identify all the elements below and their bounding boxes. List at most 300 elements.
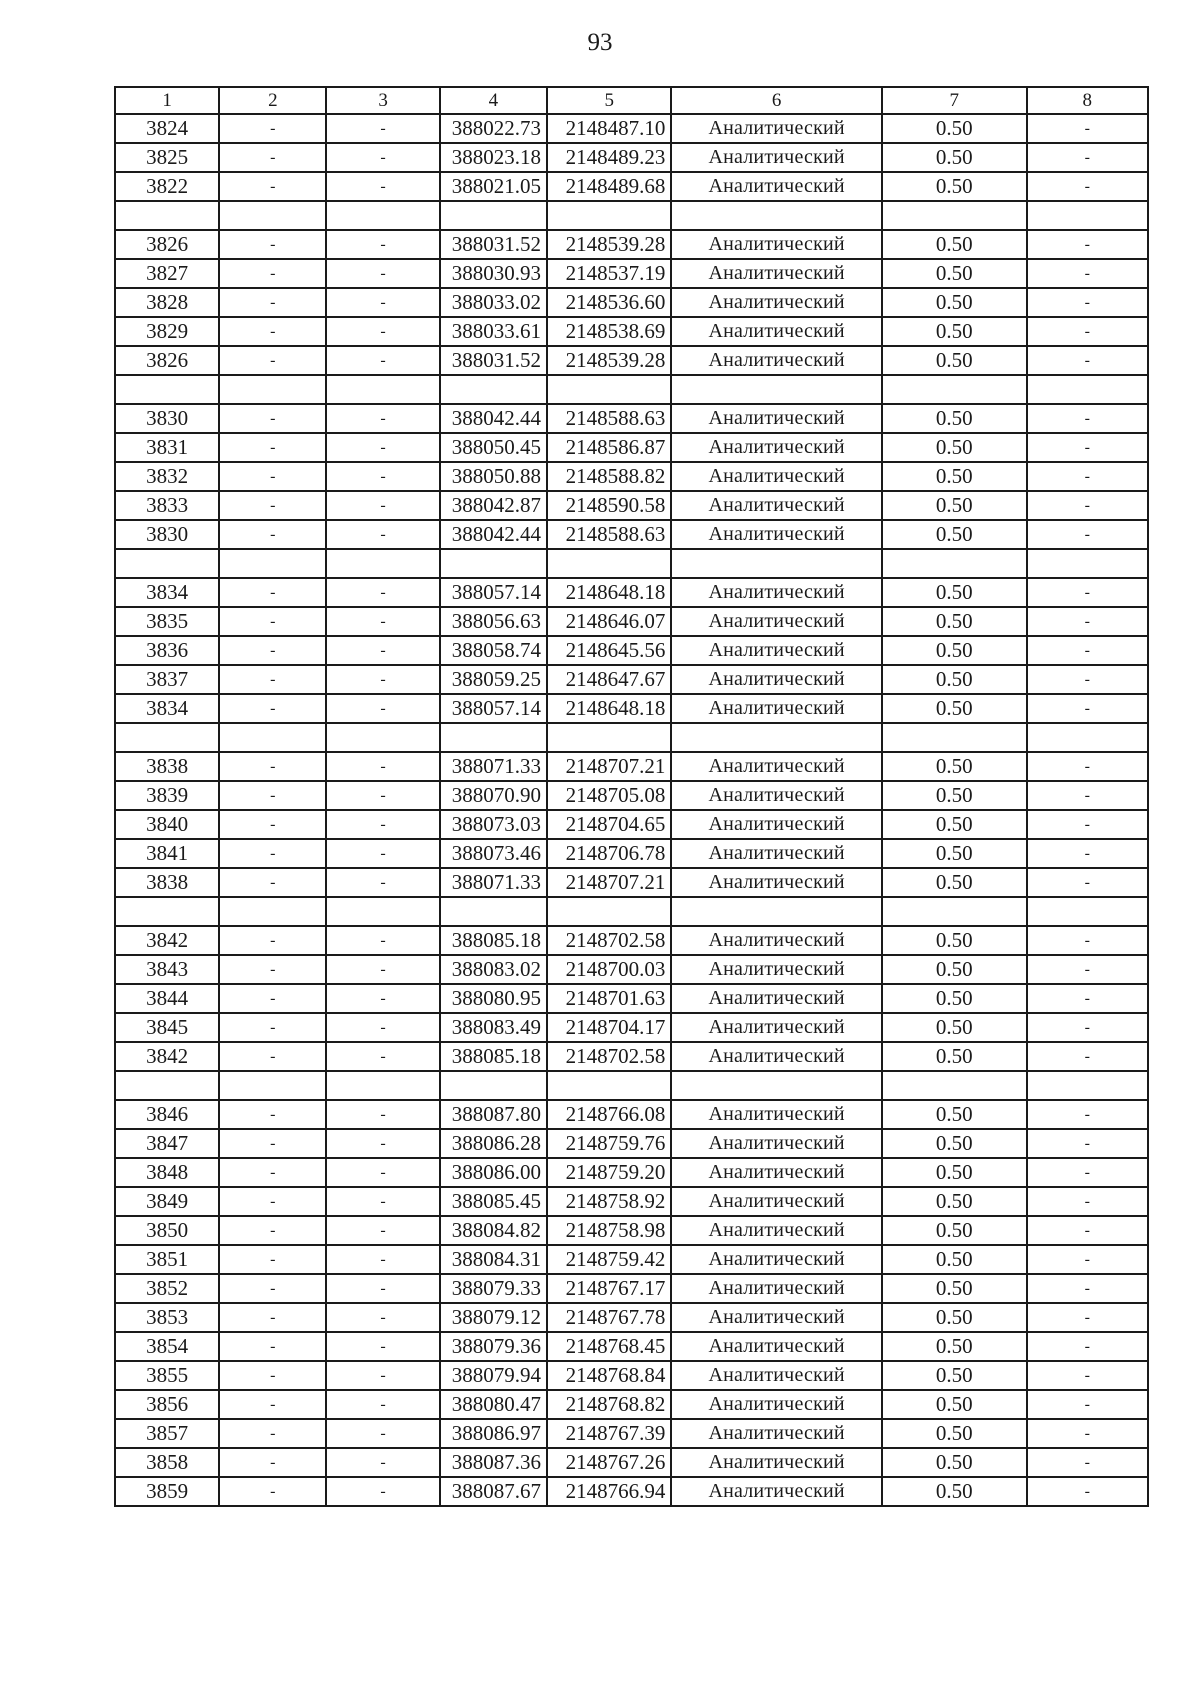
cell-x-coordinate: 388086.97 bbox=[440, 1419, 547, 1448]
cell-y-coordinate: 2148700.03 bbox=[547, 955, 671, 984]
cell-point-number: 3830 bbox=[115, 404, 219, 433]
cell-col-3: - bbox=[326, 665, 439, 694]
cell-col-8: - bbox=[1027, 1100, 1148, 1129]
cell-x-coordinate: 388085.18 bbox=[440, 926, 547, 955]
cell-point-number: 3845 bbox=[115, 1013, 219, 1042]
column-header-1: 1 bbox=[115, 87, 219, 114]
cell-point-number bbox=[115, 201, 219, 230]
cell-col-2: - bbox=[219, 926, 326, 955]
cell-x-coordinate: 388083.02 bbox=[440, 955, 547, 984]
cell-x-coordinate: 388059.25 bbox=[440, 665, 547, 694]
cell-accuracy: 0.50 bbox=[882, 810, 1027, 839]
table-row bbox=[115, 201, 1148, 230]
cell-x-coordinate bbox=[440, 723, 547, 752]
cell-y-coordinate bbox=[547, 897, 671, 926]
cell-x-coordinate: 388070.90 bbox=[440, 781, 547, 810]
cell-accuracy: 0.50 bbox=[882, 1042, 1027, 1071]
cell-accuracy: 0.50 bbox=[882, 491, 1027, 520]
cell-col-3 bbox=[326, 723, 439, 752]
cell-col-8: - bbox=[1027, 839, 1148, 868]
cell-col-3: - bbox=[326, 317, 439, 346]
cell-col-3: - bbox=[326, 1129, 439, 1158]
cell-col-8 bbox=[1027, 201, 1148, 230]
cell-y-coordinate: 2148646.07 bbox=[547, 607, 671, 636]
cell-y-coordinate: 2148759.20 bbox=[547, 1158, 671, 1187]
cell-col-2: - bbox=[219, 288, 326, 317]
cell-x-coordinate: 388031.52 bbox=[440, 346, 547, 375]
table-row bbox=[115, 955, 1148, 984]
cell-y-coordinate: 2148767.26 bbox=[547, 1448, 671, 1477]
cell-point-number: 3838 bbox=[115, 868, 219, 897]
cell-col-8: - bbox=[1027, 1448, 1148, 1477]
cell-y-coordinate: 2148536.60 bbox=[547, 288, 671, 317]
cell-y-coordinate: 2148588.63 bbox=[547, 404, 671, 433]
cell-accuracy: 0.50 bbox=[882, 433, 1027, 462]
cell-y-coordinate: 2148768.82 bbox=[547, 1390, 671, 1419]
cell-col-3: - bbox=[326, 781, 439, 810]
cell-col-3: - bbox=[326, 491, 439, 520]
table-row bbox=[115, 1216, 1148, 1245]
table-body bbox=[115, 114, 1148, 1506]
cell-col-8: - bbox=[1027, 752, 1148, 781]
cell-col-8: - bbox=[1027, 1390, 1148, 1419]
cell-accuracy: 0.50 bbox=[882, 230, 1027, 259]
table-row bbox=[115, 114, 1148, 143]
cell-method: Аналитический bbox=[671, 781, 881, 810]
cell-x-coordinate bbox=[440, 1071, 547, 1100]
cell-accuracy: 0.50 bbox=[882, 984, 1027, 1013]
cell-col-3: - bbox=[326, 1100, 439, 1129]
cell-col-2: - bbox=[219, 868, 326, 897]
cell-col-8: - bbox=[1027, 1419, 1148, 1448]
cell-col-8: - bbox=[1027, 781, 1148, 810]
cell-y-coordinate: 2148758.98 bbox=[547, 1216, 671, 1245]
cell-col-3: - bbox=[326, 462, 439, 491]
cell-method: Аналитический bbox=[671, 926, 881, 955]
cell-method: Аналитический bbox=[671, 346, 881, 375]
cell-point-number: 3828 bbox=[115, 288, 219, 317]
cell-point-number bbox=[115, 1071, 219, 1100]
cell-point-number bbox=[115, 723, 219, 752]
table-row bbox=[115, 1071, 1148, 1100]
cell-method bbox=[671, 1071, 881, 1100]
cell-y-coordinate: 2148768.84 bbox=[547, 1361, 671, 1390]
cell-y-coordinate bbox=[547, 375, 671, 404]
cell-accuracy: 0.50 bbox=[882, 172, 1027, 201]
table-row bbox=[115, 1187, 1148, 1216]
cell-col-2: - bbox=[219, 636, 326, 665]
cell-accuracy: 0.50 bbox=[882, 1390, 1027, 1419]
cell-accuracy: 0.50 bbox=[882, 1187, 1027, 1216]
cell-col-2: - bbox=[219, 810, 326, 839]
cell-y-coordinate bbox=[547, 201, 671, 230]
cell-col-8: - bbox=[1027, 1245, 1148, 1274]
cell-col-2: - bbox=[219, 230, 326, 259]
cell-col-3: - bbox=[326, 752, 439, 781]
cell-col-2: - bbox=[219, 1361, 326, 1390]
cell-col-2: - bbox=[219, 172, 326, 201]
cell-point-number: 3826 bbox=[115, 346, 219, 375]
cell-col-2 bbox=[219, 897, 326, 926]
cell-col-2: - bbox=[219, 1448, 326, 1477]
cell-method: Аналитический bbox=[671, 288, 881, 317]
table-row bbox=[115, 984, 1148, 1013]
cell-point-number: 3836 bbox=[115, 636, 219, 665]
cell-y-coordinate: 2148767.39 bbox=[547, 1419, 671, 1448]
table-row bbox=[115, 1448, 1148, 1477]
cell-y-coordinate: 2148588.82 bbox=[547, 462, 671, 491]
cell-point-number: 3853 bbox=[115, 1303, 219, 1332]
cell-accuracy bbox=[882, 723, 1027, 752]
cell-col-8: - bbox=[1027, 230, 1148, 259]
cell-col-8: - bbox=[1027, 346, 1148, 375]
cell-col-3: - bbox=[326, 346, 439, 375]
cell-col-2: - bbox=[219, 1419, 326, 1448]
cell-col-8: - bbox=[1027, 491, 1148, 520]
cell-method: Аналитический bbox=[671, 1042, 881, 1071]
cell-x-coordinate: 388033.02 bbox=[440, 288, 547, 317]
cell-col-3: - bbox=[326, 143, 439, 172]
cell-point-number: 3847 bbox=[115, 1129, 219, 1158]
coordinates-table bbox=[114, 86, 1149, 1507]
cell-col-2: - bbox=[219, 462, 326, 491]
table-row bbox=[115, 1419, 1148, 1448]
table-row bbox=[115, 723, 1148, 752]
cell-accuracy: 0.50 bbox=[882, 462, 1027, 491]
cell-y-coordinate: 2148768.45 bbox=[547, 1332, 671, 1361]
cell-accuracy: 0.50 bbox=[882, 1274, 1027, 1303]
table-row bbox=[115, 578, 1148, 607]
cell-point-number: 3856 bbox=[115, 1390, 219, 1419]
cell-col-2 bbox=[219, 549, 326, 578]
table-row bbox=[115, 230, 1148, 259]
cell-x-coordinate: 388084.82 bbox=[440, 1216, 547, 1245]
cell-accuracy: 0.50 bbox=[882, 868, 1027, 897]
table-row bbox=[115, 665, 1148, 694]
cell-accuracy: 0.50 bbox=[882, 839, 1027, 868]
cell-y-coordinate: 2148648.18 bbox=[547, 694, 671, 723]
cell-accuracy: 0.50 bbox=[882, 346, 1027, 375]
cell-col-2: - bbox=[219, 984, 326, 1013]
cell-y-coordinate bbox=[547, 723, 671, 752]
table-header-row bbox=[115, 87, 1148, 114]
cell-x-coordinate: 388057.14 bbox=[440, 578, 547, 607]
cell-point-number: 3842 bbox=[115, 1042, 219, 1071]
cell-point-number: 3837 bbox=[115, 665, 219, 694]
cell-col-3: - bbox=[326, 868, 439, 897]
cell-col-8: - bbox=[1027, 868, 1148, 897]
cell-accuracy: 0.50 bbox=[882, 288, 1027, 317]
cell-method: Аналитический bbox=[671, 1448, 881, 1477]
cell-point-number: 3827 bbox=[115, 259, 219, 288]
cell-x-coordinate: 388084.31 bbox=[440, 1245, 547, 1274]
cell-method: Аналитический bbox=[671, 114, 881, 143]
cell-accuracy bbox=[882, 549, 1027, 578]
cell-col-3: - bbox=[326, 433, 439, 462]
column-header-8: 8 bbox=[1027, 87, 1148, 114]
table-row bbox=[115, 491, 1148, 520]
cell-col-2: - bbox=[219, 1332, 326, 1361]
cell-col-2: - bbox=[219, 694, 326, 723]
cell-method: Аналитический bbox=[671, 1303, 881, 1332]
cell-x-coordinate: 388050.88 bbox=[440, 462, 547, 491]
cell-col-3: - bbox=[326, 810, 439, 839]
cell-x-coordinate: 388030.93 bbox=[440, 259, 547, 288]
cell-col-3: - bbox=[326, 288, 439, 317]
table-row bbox=[115, 810, 1148, 839]
cell-col-3: - bbox=[326, 1274, 439, 1303]
cell-col-2: - bbox=[219, 1158, 326, 1187]
table-row bbox=[115, 1158, 1148, 1187]
cell-col-2: - bbox=[219, 259, 326, 288]
cell-accuracy: 0.50 bbox=[882, 143, 1027, 172]
cell-point-number: 3852 bbox=[115, 1274, 219, 1303]
cell-y-coordinate: 2148766.94 bbox=[547, 1477, 671, 1506]
cell-method: Аналитический bbox=[671, 1419, 881, 1448]
cell-col-8 bbox=[1027, 723, 1148, 752]
cell-col-3 bbox=[326, 549, 439, 578]
cell-col-2: - bbox=[219, 520, 326, 549]
cell-col-2: - bbox=[219, 1013, 326, 1042]
cell-y-coordinate: 2148590.58 bbox=[547, 491, 671, 520]
cell-x-coordinate: 388022.73 bbox=[440, 114, 547, 143]
cell-col-2: - bbox=[219, 433, 326, 462]
cell-method: Аналитический bbox=[671, 578, 881, 607]
cell-col-8: - bbox=[1027, 694, 1148, 723]
table-row bbox=[115, 462, 1148, 491]
cell-col-2 bbox=[219, 1071, 326, 1100]
table-row bbox=[115, 1013, 1148, 1042]
cell-point-number: 3855 bbox=[115, 1361, 219, 1390]
cell-col-8 bbox=[1027, 549, 1148, 578]
cell-col-2: - bbox=[219, 317, 326, 346]
cell-point-number: 3851 bbox=[115, 1245, 219, 1274]
table-row bbox=[115, 636, 1148, 665]
cell-col-8: - bbox=[1027, 317, 1148, 346]
cell-point-number: 3825 bbox=[115, 143, 219, 172]
cell-point-number bbox=[115, 897, 219, 926]
cell-col-3 bbox=[326, 201, 439, 230]
cell-y-coordinate: 2148539.28 bbox=[547, 230, 671, 259]
cell-col-2: - bbox=[219, 1042, 326, 1071]
cell-accuracy: 0.50 bbox=[882, 926, 1027, 955]
cell-col-3: - bbox=[326, 404, 439, 433]
table-row bbox=[115, 549, 1148, 578]
cell-col-3: - bbox=[326, 607, 439, 636]
column-header-4: 4 bbox=[440, 87, 547, 114]
cell-col-2 bbox=[219, 723, 326, 752]
table-row bbox=[115, 1245, 1148, 1274]
cell-col-3: - bbox=[326, 1013, 439, 1042]
cell-accuracy: 0.50 bbox=[882, 1332, 1027, 1361]
cell-y-coordinate: 2148759.76 bbox=[547, 1129, 671, 1158]
cell-method: Аналитический bbox=[671, 1216, 881, 1245]
table-row bbox=[115, 1129, 1148, 1158]
cell-point-number: 3858 bbox=[115, 1448, 219, 1477]
cell-col-2: - bbox=[219, 607, 326, 636]
cell-col-3: - bbox=[326, 1042, 439, 1071]
cell-accuracy: 0.50 bbox=[882, 404, 1027, 433]
table-row bbox=[115, 1361, 1148, 1390]
cell-accuracy bbox=[882, 1071, 1027, 1100]
cell-y-coordinate: 2148766.08 bbox=[547, 1100, 671, 1129]
cell-col-8: - bbox=[1027, 1303, 1148, 1332]
table-row bbox=[115, 868, 1148, 897]
table-row bbox=[115, 143, 1148, 172]
cell-col-8: - bbox=[1027, 1477, 1148, 1506]
cell-point-number: 3841 bbox=[115, 839, 219, 868]
table-row bbox=[115, 839, 1148, 868]
cell-accuracy: 0.50 bbox=[882, 1419, 1027, 1448]
cell-col-8 bbox=[1027, 897, 1148, 926]
cell-method bbox=[671, 723, 881, 752]
cell-col-2: - bbox=[219, 665, 326, 694]
cell-point-number: 3849 bbox=[115, 1187, 219, 1216]
cell-col-8 bbox=[1027, 375, 1148, 404]
table-row bbox=[115, 607, 1148, 636]
cell-col-2: - bbox=[219, 114, 326, 143]
column-header-3: 3 bbox=[326, 87, 439, 114]
cell-method: Аналитический bbox=[671, 810, 881, 839]
cell-col-3: - bbox=[326, 230, 439, 259]
cell-point-number: 3848 bbox=[115, 1158, 219, 1187]
cell-col-8: - bbox=[1027, 1158, 1148, 1187]
cell-col-2: - bbox=[219, 1129, 326, 1158]
cell-col-2: - bbox=[219, 578, 326, 607]
cell-col-3: - bbox=[326, 926, 439, 955]
cell-col-3: - bbox=[326, 114, 439, 143]
cell-y-coordinate: 2148702.58 bbox=[547, 1042, 671, 1071]
cell-x-coordinate: 388079.36 bbox=[440, 1332, 547, 1361]
cell-y-coordinate: 2148489.68 bbox=[547, 172, 671, 201]
cell-x-coordinate bbox=[440, 201, 547, 230]
cell-col-8: - bbox=[1027, 520, 1148, 549]
cell-col-8 bbox=[1027, 1071, 1148, 1100]
cell-col-2: - bbox=[219, 839, 326, 868]
cell-method: Аналитический bbox=[671, 143, 881, 172]
cell-col-2: - bbox=[219, 1274, 326, 1303]
cell-y-coordinate: 2148586.87 bbox=[547, 433, 671, 462]
cell-x-coordinate: 388079.33 bbox=[440, 1274, 547, 1303]
cell-y-coordinate bbox=[547, 549, 671, 578]
cell-point-number bbox=[115, 549, 219, 578]
table-row bbox=[115, 897, 1148, 926]
cell-accuracy: 0.50 bbox=[882, 1013, 1027, 1042]
cell-y-coordinate: 2148702.58 bbox=[547, 926, 671, 955]
table-row bbox=[115, 926, 1148, 955]
table-row bbox=[115, 1274, 1148, 1303]
cell-y-coordinate: 2148758.92 bbox=[547, 1187, 671, 1216]
cell-col-2: - bbox=[219, 1100, 326, 1129]
cell-point-number: 3859 bbox=[115, 1477, 219, 1506]
cell-method: Аналитический bbox=[671, 868, 881, 897]
cell-col-3: - bbox=[326, 636, 439, 665]
cell-x-coordinate: 388021.05 bbox=[440, 172, 547, 201]
cell-col-3: - bbox=[326, 1448, 439, 1477]
cell-point-number: 3842 bbox=[115, 926, 219, 955]
cell-col-8: - bbox=[1027, 578, 1148, 607]
table-row bbox=[115, 172, 1148, 201]
cell-method: Аналитический bbox=[671, 520, 881, 549]
cell-col-3: - bbox=[326, 520, 439, 549]
cell-x-coordinate: 388042.87 bbox=[440, 491, 547, 520]
cell-col-2: - bbox=[219, 1303, 326, 1332]
cell-accuracy: 0.50 bbox=[882, 114, 1027, 143]
cell-col-8: - bbox=[1027, 172, 1148, 201]
cell-x-coordinate: 388086.00 bbox=[440, 1158, 547, 1187]
cell-col-3: - bbox=[326, 1332, 439, 1361]
cell-x-coordinate: 388073.03 bbox=[440, 810, 547, 839]
cell-col-3: - bbox=[326, 1216, 439, 1245]
cell-method: Аналитический bbox=[671, 607, 881, 636]
cell-x-coordinate: 388083.49 bbox=[440, 1013, 547, 1042]
cell-x-coordinate: 388085.45 bbox=[440, 1187, 547, 1216]
cell-x-coordinate: 388023.18 bbox=[440, 143, 547, 172]
cell-x-coordinate: 388085.18 bbox=[440, 1042, 547, 1071]
cell-col-2: - bbox=[219, 1390, 326, 1419]
cell-accuracy: 0.50 bbox=[882, 1158, 1027, 1187]
cell-point-number: 3840 bbox=[115, 810, 219, 839]
cell-y-coordinate: 2148704.17 bbox=[547, 1013, 671, 1042]
cell-col-8: - bbox=[1027, 1216, 1148, 1245]
cell-y-coordinate: 2148537.19 bbox=[547, 259, 671, 288]
cell-method: Аналитический bbox=[671, 404, 881, 433]
table-row bbox=[115, 781, 1148, 810]
cell-y-coordinate: 2148704.65 bbox=[547, 810, 671, 839]
cell-col-2: - bbox=[219, 404, 326, 433]
cell-col-2: - bbox=[219, 346, 326, 375]
cell-x-coordinate: 388058.74 bbox=[440, 636, 547, 665]
cell-y-coordinate: 2148645.56 bbox=[547, 636, 671, 665]
cell-accuracy: 0.50 bbox=[882, 1303, 1027, 1332]
cell-col-2: - bbox=[219, 1245, 326, 1274]
cell-point-number: 3835 bbox=[115, 607, 219, 636]
cell-method: Аналитический bbox=[671, 839, 881, 868]
cell-method: Аналитический bbox=[671, 230, 881, 259]
column-header-2: 2 bbox=[219, 87, 326, 114]
cell-accuracy: 0.50 bbox=[882, 955, 1027, 984]
column-header-6: 6 bbox=[671, 87, 881, 114]
table-row bbox=[115, 1390, 1148, 1419]
cell-col-8: - bbox=[1027, 810, 1148, 839]
cell-col-3: - bbox=[326, 1158, 439, 1187]
cell-accuracy: 0.50 bbox=[882, 317, 1027, 346]
cell-col-8: - bbox=[1027, 926, 1148, 955]
cell-col-3 bbox=[326, 897, 439, 926]
cell-col-8: - bbox=[1027, 433, 1148, 462]
cell-y-coordinate: 2148647.67 bbox=[547, 665, 671, 694]
table-row bbox=[115, 288, 1148, 317]
cell-x-coordinate: 388080.95 bbox=[440, 984, 547, 1013]
cell-point-number: 3844 bbox=[115, 984, 219, 1013]
cell-point-number: 3833 bbox=[115, 491, 219, 520]
cell-point-number: 3822 bbox=[115, 172, 219, 201]
cell-y-coordinate: 2148767.78 bbox=[547, 1303, 671, 1332]
cell-x-coordinate bbox=[440, 549, 547, 578]
cell-col-3: - bbox=[326, 1419, 439, 1448]
cell-method: Аналитический bbox=[671, 172, 881, 201]
cell-col-3: - bbox=[326, 1187, 439, 1216]
cell-y-coordinate: 2148648.18 bbox=[547, 578, 671, 607]
cell-point-number: 3824 bbox=[115, 114, 219, 143]
cell-y-coordinate: 2148538.69 bbox=[547, 317, 671, 346]
cell-method: Аналитический bbox=[671, 1332, 881, 1361]
cell-y-coordinate: 2148539.28 bbox=[547, 346, 671, 375]
cell-accuracy: 0.50 bbox=[882, 1100, 1027, 1129]
cell-y-coordinate: 2148707.21 bbox=[547, 752, 671, 781]
table-row bbox=[115, 259, 1148, 288]
table-row bbox=[115, 1100, 1148, 1129]
